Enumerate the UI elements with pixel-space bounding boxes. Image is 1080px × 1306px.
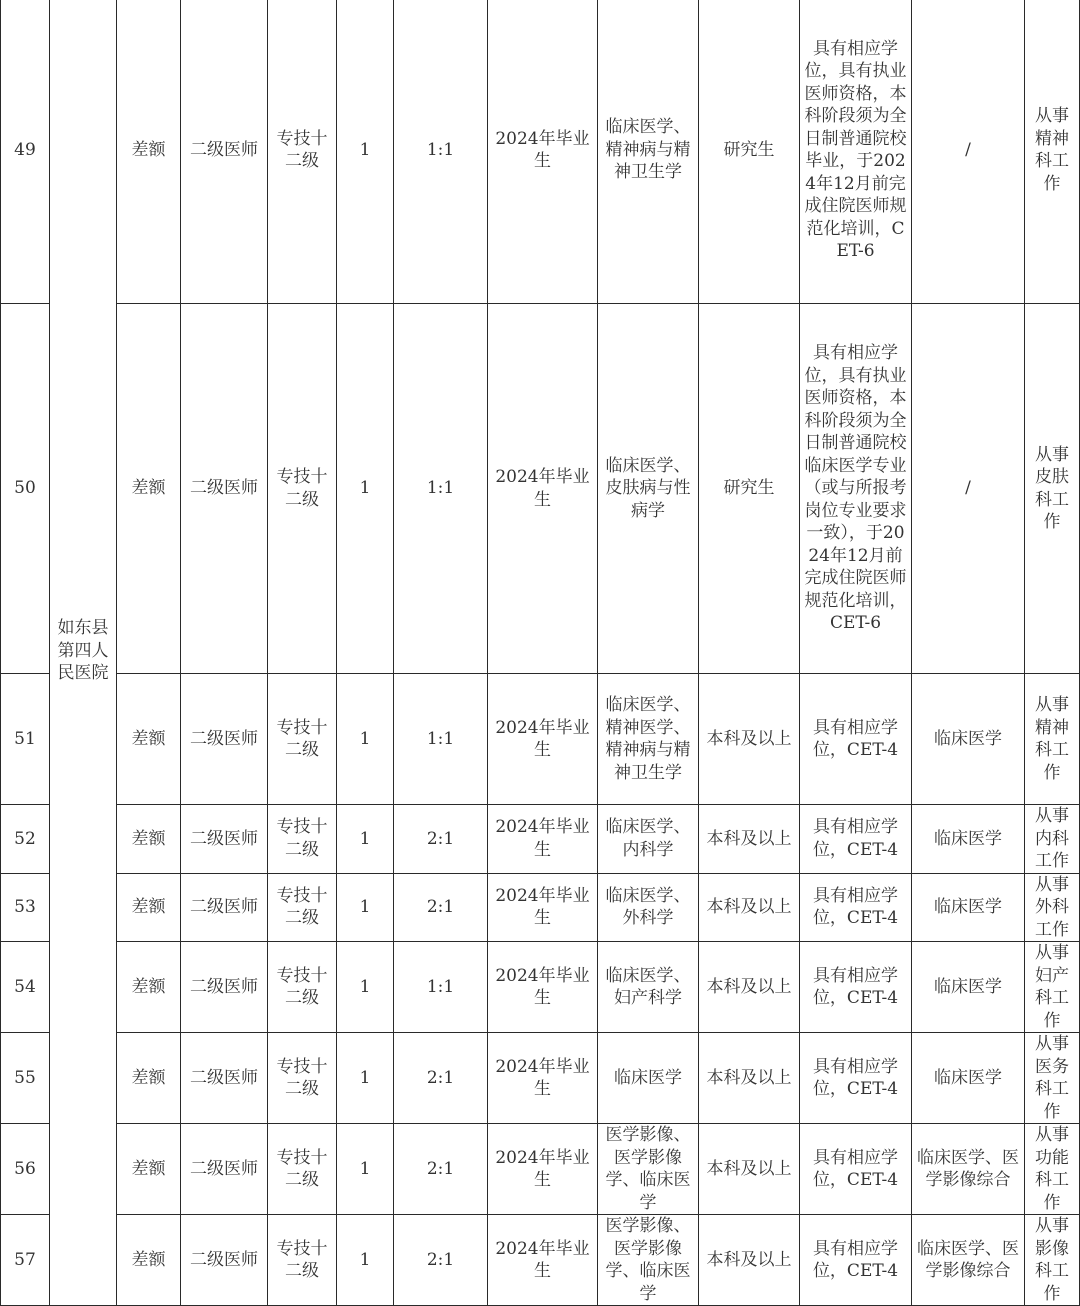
undergrad-major: 临床医学 <box>912 1033 1025 1124</box>
major-requirement: 医学影像、医学影像学、临床医学 <box>598 1124 699 1215</box>
funding-type: 差额 <box>117 304 181 674</box>
exam-ratio: 2:1 <box>394 1124 488 1215</box>
undergrad-major: 临床医学 <box>912 674 1025 805</box>
exam-ratio: 1:1 <box>394 942 488 1033</box>
major-requirement: 临床医学 <box>598 1033 699 1124</box>
post-name: 二级医师 <box>181 304 268 674</box>
position-id: 54 <box>1 942 50 1033</box>
job-duty: 从事皮肤科工作 <box>1025 304 1080 674</box>
hire-count: 1 <box>337 805 394 874</box>
undergrad-major: 临床医学、医学影像综合 <box>912 1124 1025 1215</box>
exam-ratio: 1:1 <box>394 674 488 805</box>
position-id: 49 <box>1 0 50 304</box>
post-grade: 专技十二级 <box>268 304 337 674</box>
job-duty: 从事妇产科工作 <box>1025 942 1080 1033</box>
funding-type: 差额 <box>117 873 181 942</box>
exam-ratio: 2:1 <box>394 805 488 874</box>
major-requirement: 临床医学、外科学 <box>598 873 699 942</box>
major-requirement: 临床医学、内科学 <box>598 805 699 874</box>
undergrad-major: 临床医学 <box>912 942 1025 1033</box>
hire-count: 1 <box>337 674 394 805</box>
post-grade: 专技十二级 <box>268 1215 337 1306</box>
post-name: 二级医师 <box>181 873 268 942</box>
position-id: 53 <box>1 873 50 942</box>
exam-ratio: 1:1 <box>394 0 488 304</box>
other-requirements: 具有相应学位，具有执业医师资格，本科阶段须为全日制普通院校临床医学专业（或与所报考岗位专业要求一致），于2024年12月前完成住院医师规范化培训，CET-6 <box>800 304 912 674</box>
post-grade: 专技十二级 <box>268 873 337 942</box>
post-grade: 专技十二级 <box>268 942 337 1033</box>
hire-count: 1 <box>337 873 394 942</box>
other-requirements: 具有相应学位，CET-4 <box>800 1033 912 1124</box>
post-name: 二级医师 <box>181 674 268 805</box>
post-name: 二级医师 <box>181 1124 268 1215</box>
undergrad-major: / <box>912 0 1025 304</box>
table-row <box>1 304 1080 674</box>
major-requirement: 临床医学、妇产科学 <box>598 942 699 1033</box>
exam-ratio: 2:1 <box>394 1215 488 1306</box>
target-group: 2024年毕业生 <box>488 805 598 874</box>
education-requirement: 研究生 <box>699 0 800 304</box>
undergrad-major: / <box>912 304 1025 674</box>
post-grade: 专技十二级 <box>268 1033 337 1124</box>
target-group: 2024年毕业生 <box>488 1124 598 1215</box>
post-name: 二级医师 <box>181 805 268 874</box>
education-requirement: 本科及以上 <box>699 1033 800 1124</box>
hire-count: 1 <box>337 942 394 1033</box>
job-duty: 从事功能科工作 <box>1025 1124 1080 1215</box>
funding-type: 差额 <box>117 0 181 304</box>
post-name: 二级医师 <box>181 1033 268 1124</box>
undergrad-major: 临床医学、医学影像综合 <box>912 1215 1025 1306</box>
table-row <box>1 942 1080 1033</box>
funding-type: 差额 <box>117 942 181 1033</box>
other-requirements: 具有相应学位，具有执业医师资格，本科阶段须为全日制普通院校毕业，于2024年12月前完成住院医师规范化培训，CET-6 <box>800 0 912 304</box>
target-group: 2024年毕业生 <box>488 304 598 674</box>
exam-ratio: 2:1 <box>394 873 488 942</box>
post-grade: 专技十二级 <box>268 674 337 805</box>
post-name: 二级医师 <box>181 942 268 1033</box>
funding-type: 差额 <box>117 1215 181 1306</box>
exam-ratio: 1:1 <box>394 304 488 674</box>
position-id: 56 <box>1 1124 50 1215</box>
position-id: 57 <box>1 1215 50 1306</box>
target-group: 2024年毕业生 <box>488 1215 598 1306</box>
funding-type: 差额 <box>117 805 181 874</box>
table-row <box>1 805 1080 874</box>
job-duty: 从事内科工作 <box>1025 805 1080 874</box>
major-requirement: 医学影像、医学影像学、临床医学 <box>598 1215 699 1306</box>
major-requirement: 临床医学、精神医学、精神病与精神卫生学 <box>598 674 699 805</box>
table-row <box>1 1124 1080 1215</box>
target-group: 2024年毕业生 <box>488 942 598 1033</box>
position-id: 51 <box>1 674 50 805</box>
education-requirement: 本科及以上 <box>699 942 800 1033</box>
education-requirement: 本科及以上 <box>699 873 800 942</box>
hire-count: 1 <box>337 1124 394 1215</box>
other-requirements: 具有相应学位，CET-4 <box>800 1124 912 1215</box>
other-requirements: 具有相应学位，CET-4 <box>800 805 912 874</box>
position-id: 52 <box>1 805 50 874</box>
undergrad-major: 临床医学 <box>912 873 1025 942</box>
table-row <box>1 873 1080 942</box>
other-requirements: 具有相应学位，CET-4 <box>800 873 912 942</box>
target-group: 2024年毕业生 <box>488 674 598 805</box>
table-row <box>1 1033 1080 1124</box>
funding-type: 差额 <box>117 1124 181 1215</box>
table-row <box>1 0 1080 304</box>
major-requirement: 临床医学、精神病与精神卫生学 <box>598 0 699 304</box>
other-requirements: 具有相应学位，CET-4 <box>800 942 912 1033</box>
education-requirement: 本科及以上 <box>699 674 800 805</box>
funding-type: 差额 <box>117 674 181 805</box>
table-row <box>1 674 1080 805</box>
target-group: 2024年毕业生 <box>488 1033 598 1124</box>
target-group: 2024年毕业生 <box>488 873 598 942</box>
education-requirement: 本科及以上 <box>699 805 800 874</box>
education-requirement: 本科及以上 <box>699 1124 800 1215</box>
other-requirements: 具有相应学位，CET-4 <box>800 1215 912 1306</box>
position-id: 50 <box>1 304 50 674</box>
funding-type: 差额 <box>117 1033 181 1124</box>
post-grade: 专技十二级 <box>268 1124 337 1215</box>
education-requirement: 本科及以上 <box>699 1215 800 1306</box>
position-id: 55 <box>1 1033 50 1124</box>
hire-count: 1 <box>337 1033 394 1124</box>
job-duty: 从事医务科工作 <box>1025 1033 1080 1124</box>
job-duty: 从事精神科工作 <box>1025 0 1080 304</box>
other-requirements: 具有相应学位，CET-4 <box>800 674 912 805</box>
post-name: 二级医师 <box>181 0 268 304</box>
job-duty: 从事精神科工作 <box>1025 674 1080 805</box>
hire-count: 1 <box>337 304 394 674</box>
major-requirement: 临床医学、皮肤病与性病学 <box>598 304 699 674</box>
hiring-unit: 如东县第四人民医院 <box>50 0 117 1306</box>
post-grade: 专技十二级 <box>268 0 337 304</box>
job-duty: 从事影像科工作 <box>1025 1215 1080 1306</box>
undergrad-major: 临床医学 <box>912 805 1025 874</box>
job-duty: 从事外科工作 <box>1025 873 1080 942</box>
table-row <box>1 1215 1080 1306</box>
hire-count: 1 <box>337 1215 394 1306</box>
education-requirement: 研究生 <box>699 304 800 674</box>
hire-count: 1 <box>337 0 394 304</box>
table-body <box>1 0 1080 1306</box>
post-grade: 专技十二级 <box>268 805 337 874</box>
target-group: 2024年毕业生 <box>488 0 598 304</box>
post-name: 二级医师 <box>181 1215 268 1306</box>
exam-ratio: 2:1 <box>394 1033 488 1124</box>
